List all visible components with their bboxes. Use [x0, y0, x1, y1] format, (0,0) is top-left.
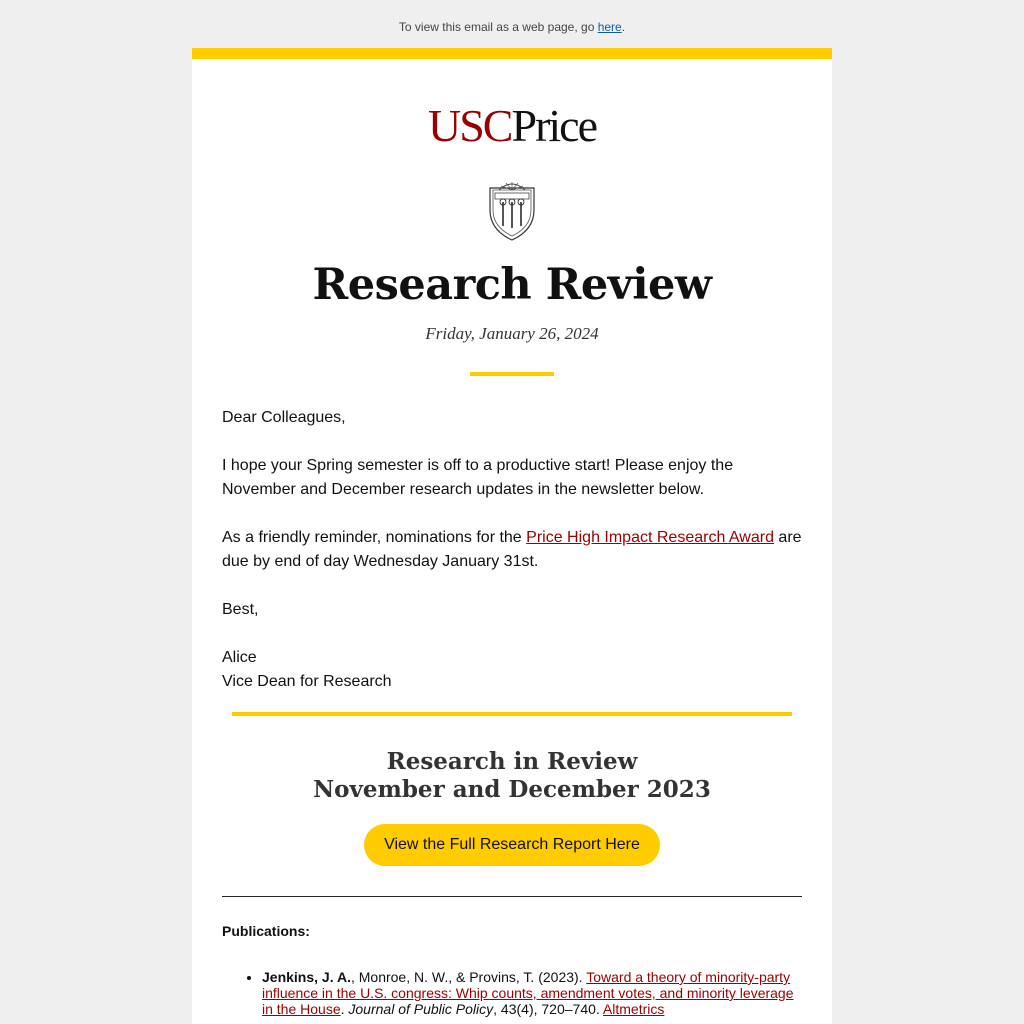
section-title-line-2: November and December 2023	[313, 776, 711, 803]
preheader-web-link[interactable]: here	[597, 20, 622, 34]
gold-divider-short	[470, 372, 554, 376]
p2-after: are due by end of day Wednesday January 31st.	[222, 529, 802, 570]
preheader	[0, 0, 1024, 48]
black-divider	[222, 896, 802, 897]
cta-wrapper	[192, 824, 832, 866]
letter-closing: Best,	[222, 601, 259, 618]
newsletter-title: Research Review	[312, 260, 712, 310]
logo-price: Price	[511, 100, 596, 151]
publication-lead-author: Jenkins, J. A.	[262, 969, 351, 985]
letter-paragraph-1: I hope your Spring semester is off to a productive start! Please enjoy the November and December research updates in the newsletter below.	[222, 457, 734, 498]
publication-journal-pre: .	[340, 1001, 349, 1017]
gold-divider-long	[232, 712, 792, 716]
section-title	[192, 748, 832, 804]
letter-greeting: Dear Colleagues,	[222, 409, 346, 426]
usc-seal-icon	[192, 180, 832, 242]
preheader-end: .	[621, 20, 626, 34]
usc-price-logo	[192, 102, 832, 150]
award-link[interactable]: Price High Impact Research Award	[526, 529, 774, 546]
publications-heading: Publications:	[222, 923, 310, 939]
p2-before: As a friendly reminder, nominations for the	[222, 529, 527, 546]
logo-usc: USC	[428, 100, 512, 151]
publications-list	[192, 969, 832, 1017]
publication-title-link[interactable]: Toward a theory of minority-party influence in the U.S. congress: Whip counts, amendment votes, and minority leverage in the House	[262, 969, 794, 1017]
preheader-text: To view this email as a web page, go	[398, 20, 598, 34]
publication-item	[262, 969, 802, 1017]
letter-signature	[222, 646, 802, 694]
publication-journal: Journal of Public Policy	[348, 1001, 494, 1017]
signer-title: Vice Dean for Research	[222, 673, 392, 690]
letter-body	[192, 406, 832, 694]
publication-altmetrics-link[interactable]: Altmetrics	[602, 1001, 665, 1017]
section-title-line-1: Research in Review	[386, 748, 638, 775]
newsletter-date: Friday, January 26, 2024	[425, 324, 599, 343]
signer-name: Alice	[222, 649, 257, 666]
view-report-button[interactable]: View the Full Research Report Here	[364, 824, 660, 866]
letter-paragraph-2	[222, 526, 802, 574]
email-card	[192, 48, 832, 1024]
publication-details: , 43(4), 720–740.	[493, 1001, 603, 1017]
publication-authors: , Monroe, N. W., & Provins, T. (2023).	[350, 969, 587, 985]
